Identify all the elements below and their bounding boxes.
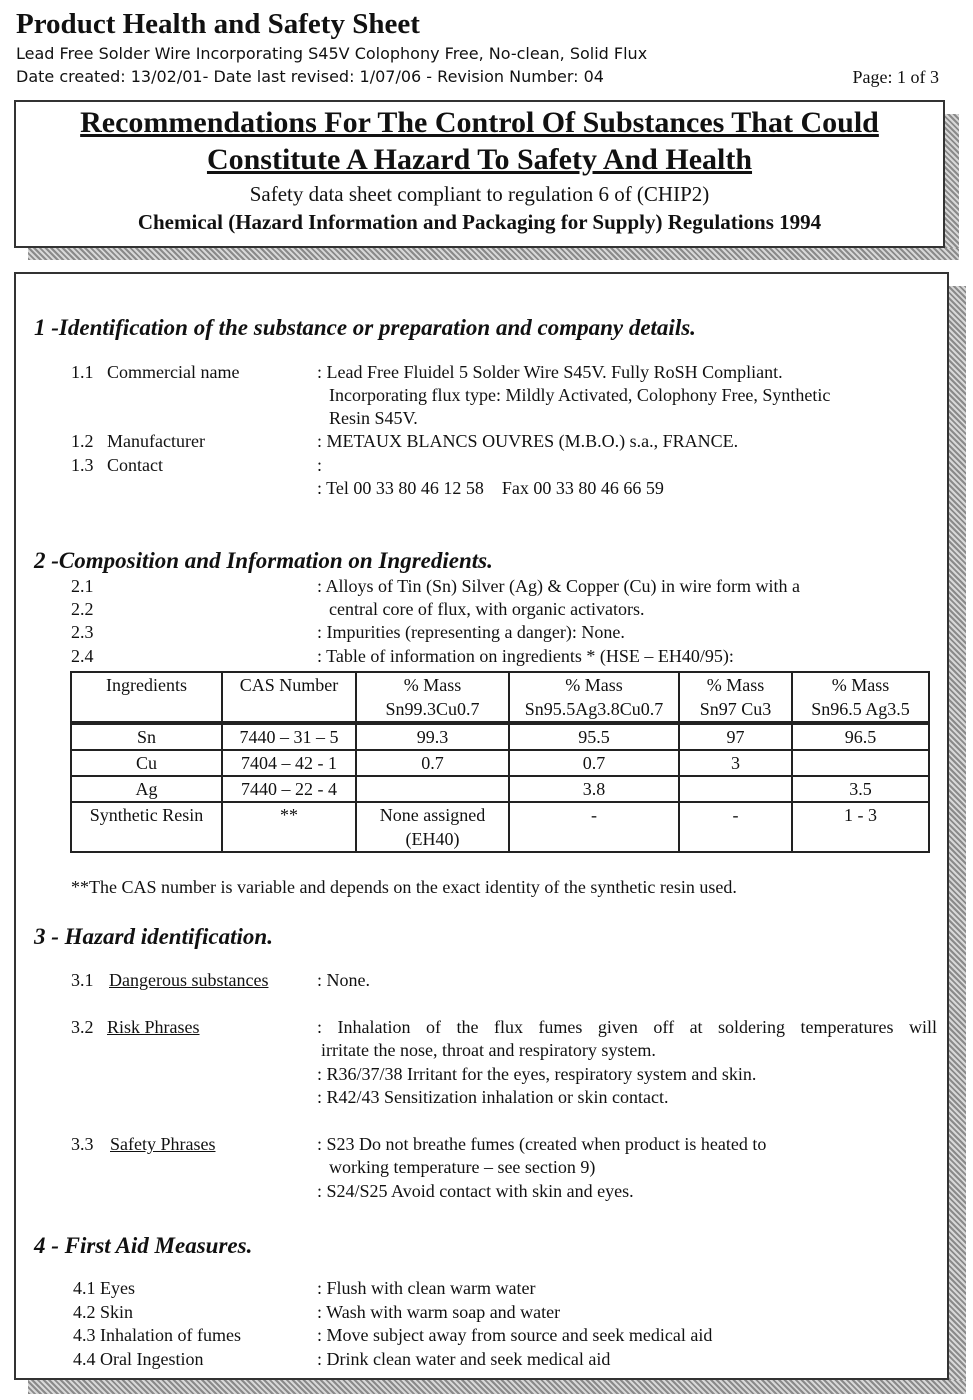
table-header-row [71, 672, 929, 723]
table-row [71, 750, 929, 776]
table-cell: ** [222, 802, 356, 852]
regulation-heading-line2: Constitute A Hazard To Safety And Health [206, 143, 753, 176]
table-row [71, 776, 929, 802]
box-shadow [945, 114, 959, 248]
safety-phrase-line: : S24/S25 Avoid contact with skin and eyes. [317, 1181, 634, 1201]
regulation-box [14, 100, 945, 248]
first-aid-label: 4.3 Inhalation of fumes [73, 1325, 241, 1345]
item-label: Safety Phrases [110, 1134, 216, 1154]
section-1-heading: 1 -Identification of the substance or preparation and company details. [34, 315, 696, 340]
item-number: 3.2 [71, 1017, 94, 1037]
item-label: Risk Phrases [107, 1017, 200, 1037]
column-header: % Mass Sn96.5 Ag3.5 [792, 672, 929, 723]
first-aid-value: : Flush with clean warm water [317, 1278, 536, 1298]
table-cell: 7440 – 31 – 5 [222, 723, 356, 750]
column-header: CAS Number [222, 672, 356, 723]
table-cell: None assigned (EH40) [356, 802, 509, 852]
item-number: 1.2 [71, 431, 94, 451]
table-cell: Sn [71, 723, 222, 750]
table-cell: 1 - 3 [792, 802, 929, 852]
table-cell: Ag [71, 776, 222, 802]
table-footnote: **The CAS number is variable and depends on the exact identity of the synthetic resin used. [71, 877, 737, 897]
box-shadow [949, 286, 966, 1380]
first-aid-value: : Wash with warm soap and water [317, 1302, 561, 1322]
section-4-heading: 4 - First Aid Measures. [34, 1233, 253, 1258]
item-number: 3.3 [71, 1134, 94, 1154]
table-row [71, 723, 929, 750]
commercial-name-line: : Lead Free Fluidel 5 Solder Wire S45V. Fully RoSH Compliant. [317, 362, 783, 382]
first-aid-value: : Move subject away from source and seek medical aid [317, 1325, 713, 1345]
item-label: Contact [107, 455, 163, 475]
table-cell [792, 750, 929, 776]
ingredients-table [70, 671, 930, 853]
risk-phrase-line: : R42/43 Sensitization inhalation or skin contact. [317, 1087, 669, 1107]
commercial-name-line: Incorporating flux type: Mildly Activated, Colophony Free, Synthetic [329, 385, 831, 405]
item-label: Commercial name [107, 362, 240, 382]
risk-phrase-line: : Inhalation of the flux fumes given off at soldering temperatures will [317, 1017, 937, 1037]
document-title: Product Health and Safety Sheet [16, 8, 420, 40]
safety-phrase-line: : S23 Do not breathe fumes (created when product is heated to [317, 1134, 767, 1154]
risk-phrase-line: : R36/37/38 Irritant for the eyes, respiratory system and skin. [317, 1064, 757, 1084]
manufacturer-value: : METAUX BLANCS OUVRES (M.B.O.) s.a., FRANCE. [317, 431, 739, 451]
table-cell: 96.5 [792, 723, 929, 750]
regulation-heading-line1: Recommendations For The Control Of Substances That Could [80, 106, 879, 139]
column-header: % Mass Sn95.5Ag3.8Cu0.7 [509, 672, 679, 723]
item-label: Dangerous substances [109, 970, 269, 990]
table-cell: 95.5 [509, 723, 679, 750]
column-header: Ingredients [71, 672, 222, 723]
item-number: 1.3 [71, 455, 94, 475]
regulation-compliance-line: Safety data sheet compliant to regulation 6 of (CHIP2) [249, 182, 710, 206]
section-3-heading: 3 - Hazard identification. [34, 924, 273, 949]
table-cell: 0.7 [356, 750, 509, 776]
item-number: 3.1 [71, 970, 94, 990]
first-aid-label: 4.4 Oral Ingestion [73, 1349, 204, 1369]
box-shadow [28, 248, 959, 260]
table-cell: 7440 – 22 - 4 [222, 776, 356, 802]
table-cell: Synthetic Resin [71, 802, 222, 852]
page-number: Page: 1 of 3 [852, 67, 939, 87]
table-cell: 3.8 [509, 776, 679, 802]
column-header: % Mass Sn97 Cu3 [679, 672, 792, 723]
composition-line: : Alloys of Tin (Sn) Silver (Ag) & Copper (Cu) in wire form with a [317, 576, 800, 596]
box-shadow [28, 1380, 966, 1394]
item-number: 2.4 [71, 646, 94, 666]
item-number: 2.3 [71, 622, 94, 642]
table-cell [679, 776, 792, 802]
first-aid-label: 4.2 Skin [73, 1302, 134, 1322]
risk-phrase-line: irritate the nose, throat and respiratory system. [321, 1040, 656, 1060]
revision-info: Date created: 13/02/01- Date last revised: 1/07/06 - Revision Number: 04 [16, 67, 604, 86]
section-2-heading: 2 -Composition and Information on Ingredients. [34, 548, 493, 573]
first-aid-value: : Drink clean water and seek medical aid [317, 1349, 611, 1369]
item-number: 2.1 [71, 576, 94, 596]
first-aid-label: 4.1 Eyes [73, 1278, 135, 1298]
regulation-name-line: Chemical (Hazard Information and Packaging for Supply) Regulations 1994 [137, 210, 822, 234]
composition-line: central core of flux, with organic activators. [329, 599, 645, 619]
table-cell: 3 [679, 750, 792, 776]
table-row [71, 802, 929, 852]
composition-line: : Table of information on ingredients * (HSE – EH40/95): [317, 646, 734, 666]
table-cell: - [679, 802, 792, 852]
table-cell [356, 776, 509, 802]
table-cell: 7404 – 42 - 1 [222, 750, 356, 776]
safety-phrase-line: working temperature – see section 9) [329, 1157, 596, 1177]
table-cell: 97 [679, 723, 792, 750]
item-number: 2.2 [71, 599, 94, 619]
table-cell: - [509, 802, 679, 852]
composition-line: : Impurities (representing a danger): None. [317, 622, 625, 642]
document-subtitle: Lead Free Solder Wire Incorporating S45V Colophony Free, No-clean, Solid Flux [16, 44, 648, 63]
item-label: Manufacturer [107, 431, 205, 451]
dangerous-substances-value: : None. [317, 970, 370, 990]
item-number: 1.1 [71, 362, 94, 382]
table-cell: 0.7 [509, 750, 679, 776]
table-cell: 3.5 [792, 776, 929, 802]
contact-phone-fax: : Tel 00 33 80 46 12 58 Fax 00 33 80 46 66 59 [317, 478, 664, 498]
contact-value: : [317, 455, 323, 475]
column-header: % Mass Sn99.3Cu0.7 [356, 672, 509, 723]
table-cell: Cu [71, 750, 222, 776]
table-cell: 99.3 [356, 723, 509, 750]
commercial-name-line: Resin S45V. [329, 408, 418, 428]
